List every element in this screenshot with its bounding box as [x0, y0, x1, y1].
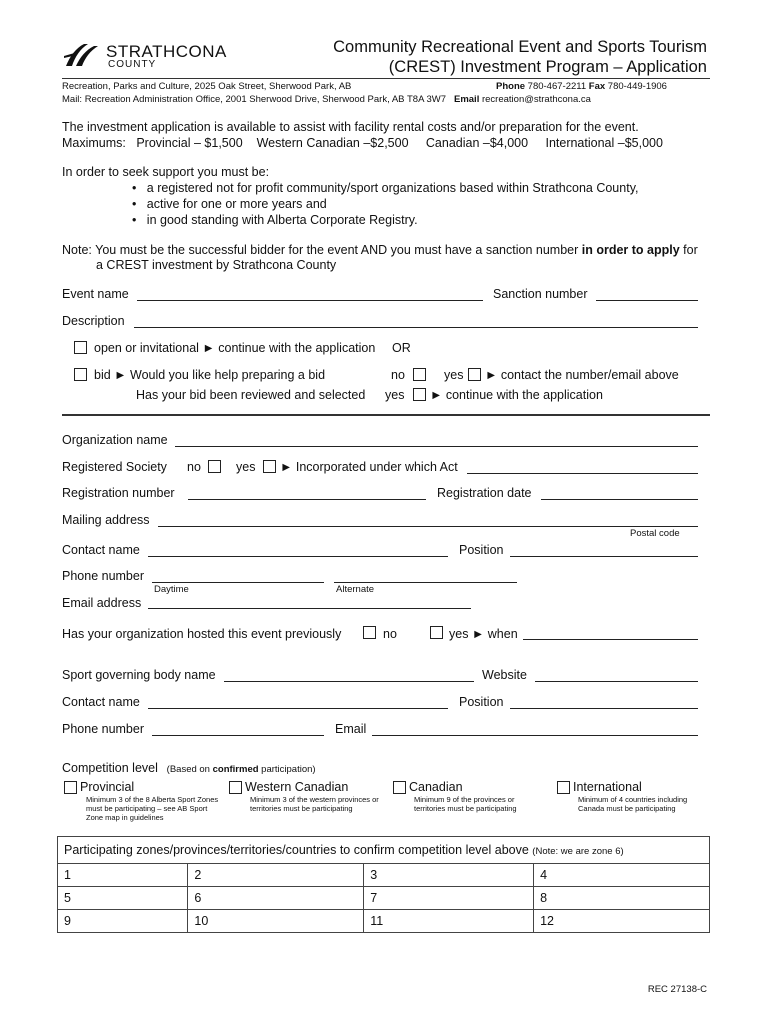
section-divider [62, 414, 710, 416]
reviewed-yes-checkbox[interactable] [413, 388, 426, 401]
sanction-label: Sanction number [493, 287, 588, 301]
open-checkbox[interactable] [74, 341, 87, 354]
sanction-field[interactable] [596, 300, 698, 301]
postal-code-label: Postal code [630, 528, 680, 539]
org-position-field[interactable] [510, 556, 698, 557]
logo-mark-icon [62, 42, 102, 68]
gov-phone-field[interactable] [152, 735, 324, 736]
society-yes-label: yes [236, 460, 256, 474]
table-row [58, 910, 710, 933]
note-bold: in order to apply [581, 243, 680, 257]
registration-date-label: Registration date [437, 486, 532, 500]
table-row [58, 887, 710, 910]
registered-society-label: Registered Society [62, 460, 167, 474]
mailing-address-field[interactable] [158, 526, 698, 527]
org-contact-name-field[interactable] [148, 556, 448, 557]
zones-header-note: (Note: we are zone 6) [532, 846, 624, 857]
help-yes-checkbox[interactable] [468, 368, 481, 381]
mailing-address-label: Mailing address [62, 513, 150, 527]
zone-cell[interactable]: 4 [534, 864, 710, 887]
zone-cell[interactable]: 1 [58, 864, 188, 887]
org-phone-alternate-field[interactable] [334, 582, 517, 583]
competition-note-post: participation) [258, 764, 316, 775]
maximums-row [62, 136, 663, 150]
level-canadian-label: Canadian [409, 780, 463, 794]
website-field[interactable] [535, 681, 698, 682]
level-provincial-checkbox[interactable] [64, 781, 77, 794]
zone-cell[interactable]: 12 [534, 910, 710, 933]
bullet-3-text: in good standing with Alberta Corporate Registry. [146, 213, 418, 227]
event-name-label: Event name [62, 287, 129, 301]
hosted-no-label: no [383, 627, 397, 641]
zones-table-header-row [58, 837, 710, 864]
gov-contact-name-label: Contact name [62, 695, 140, 709]
logo-text-strathcona: STRATHCONA [106, 42, 227, 61]
registration-number-field[interactable] [188, 499, 426, 500]
bullet-1: • a registered not for profit community/sport organizations based within Strathcona County, [132, 181, 639, 195]
description-field[interactable] [134, 327, 698, 328]
level-provincial-desc: Minimum 3 of the 8 Alberta Sport Zones must be participating – see AB Sport Zone map in guidelines [86, 795, 219, 822]
max-international: International –$5,000 [545, 136, 663, 150]
or-label: OR [392, 341, 411, 355]
zone-cell[interactable]: 9 [58, 910, 188, 933]
email-value: recreation@strathcona.ca [481, 94, 591, 105]
note-text: Note: You must be the successful bidder for the event AND you must have a sanction number [62, 243, 582, 257]
level-western-checkbox[interactable] [229, 781, 242, 794]
zone-cell[interactable]: 11 [364, 910, 534, 933]
help-no-label: no [391, 368, 405, 382]
hosted-label: Has your organization hosted this event previously [62, 627, 342, 641]
form-title-line1: Community Recreational Event and Sports Tourism [333, 38, 707, 56]
help-yes-label: yes [444, 368, 464, 382]
bullet-3: • in good standing with Alberta Corporate Registry. [132, 213, 418, 227]
daytime-label: Daytime [154, 584, 189, 595]
bid-checkbox[interactable] [74, 368, 87, 381]
org-position-label: Position [459, 543, 504, 557]
address-line2 [62, 94, 591, 105]
level-provincial-label: Provincial [80, 780, 135, 794]
incorporated-label: ► Incorporated under which Act [280, 460, 458, 474]
gov-contact-name-field[interactable] [148, 708, 448, 709]
maximums-label: Maximums: [62, 136, 126, 150]
zone-cell[interactable]: 8 [534, 887, 710, 910]
hosted-when-field[interactable] [523, 639, 698, 640]
org-phone-label: Phone number [62, 569, 145, 583]
phone-fax [496, 81, 667, 92]
zones-header-text: Participating zones/provinces/territories/countries to confirm competition level above [64, 843, 529, 857]
zone-cell[interactable]: 5 [58, 887, 188, 910]
continue-label: ► continue with the application [430, 388, 603, 402]
competition-note-pre: (Based on [166, 764, 213, 775]
level-international-desc: Minimum of 4 countries including Canada must be participating [578, 795, 688, 813]
governing-name-label: Sport governing body name [62, 668, 216, 682]
email-label: Email [453, 94, 480, 105]
org-contact-name-label: Contact name [62, 543, 140, 557]
level-western-label: Western Canadian [245, 780, 349, 794]
bid-label: bid ► Would you like help preparing a bid [94, 368, 326, 382]
level-western-desc: Minimum 3 of the western provinces or territories must be participating [250, 795, 379, 813]
hosted-yes-label: yes ► when [449, 627, 518, 641]
phone-label: Phone [496, 81, 526, 92]
bullet-2-text: active for one or more years and [146, 197, 327, 211]
note-line2: a CREST investment by Strathcona County [96, 258, 337, 272]
level-canadian-desc: Minimum 9 of the provinces or territories must be participating [414, 795, 517, 813]
gov-email-field[interactable] [372, 735, 698, 736]
registration-date-field[interactable] [541, 499, 698, 500]
max-canadian: Canadian –$4,000 [425, 136, 529, 150]
address-line1: Recreation, Parks and Culture, 2025 Oak Street, Sherwood Park, AB [62, 81, 352, 92]
hosted-yes-checkbox[interactable] [430, 626, 443, 639]
gov-phone-label: Phone number [62, 722, 145, 736]
hosted-no-checkbox[interactable] [363, 626, 376, 639]
contact-above-label: ► contact the number/email above [485, 368, 679, 382]
reviewed-yes-label: yes [385, 388, 405, 402]
header-rule [62, 78, 710, 79]
reviewed-label: Has your bid been reviewed and selected [136, 388, 366, 402]
form-code: REC 27138-C [647, 984, 707, 995]
logo-text-county: COUNTY [108, 59, 157, 70]
form-title-line2: (CREST) Investment Program – Application [388, 58, 707, 76]
zones-table-header [58, 837, 710, 864]
bullet-2: • active for one or more years and [132, 197, 327, 211]
zone-cell[interactable]: 6 [188, 887, 364, 910]
level-international-label: International [573, 780, 642, 794]
max-western: Western Canadian –$2,500 [256, 136, 409, 150]
open-label: open or invitational ► continue with the application [94, 341, 376, 355]
note-line1 [62, 243, 698, 257]
society-yes-checkbox[interactable] [263, 460, 276, 473]
level-canadian-checkbox[interactable] [393, 781, 406, 794]
gov-position-label: Position [459, 695, 504, 709]
note-text-end: for [679, 243, 698, 257]
org-email-field[interactable] [148, 608, 471, 609]
zones-table [57, 836, 710, 933]
competition-note [161, 764, 315, 775]
bullet-1-text: a registered not for profit community/sport organizations based within Strathcona County, [146, 181, 639, 195]
eligibility-lead: In order to seek support you must be: [62, 165, 270, 179]
gov-email-label: Email [335, 722, 367, 736]
help-no-checkbox[interactable] [413, 368, 426, 381]
fax-label: Fax [588, 81, 606, 92]
competition-label: Competition level [62, 761, 158, 775]
org-name-field[interactable] [175, 446, 698, 447]
level-international-checkbox[interactable] [557, 781, 570, 794]
intro-line: The investment application is available to assist with facility rental costs and/or preparation for the event. [62, 120, 639, 134]
incorporated-act-field[interactable] [467, 473, 698, 474]
description-label: Description [62, 314, 125, 328]
alternate-label: Alternate [336, 584, 375, 595]
phone-value: 780-467-2211 [527, 81, 587, 92]
max-provincial: Provincial – $1,500 [136, 136, 243, 150]
gov-position-field[interactable] [510, 708, 698, 709]
mail-address: Mail: Recreation Administration Office, 2001 Sherwood Drive, Sherwood Park, AB T8A 3W7 [62, 94, 447, 105]
org-name-label: Organization name [62, 433, 168, 447]
zone-cell[interactable]: 7 [364, 887, 534, 910]
website-label: Website [482, 668, 527, 682]
zone-cell[interactable]: 2 [188, 864, 364, 887]
registration-number-label: Registration number [62, 486, 175, 500]
zone-cell[interactable]: 10 [188, 910, 364, 933]
governing-name-field[interactable] [224, 681, 474, 682]
zone-cell[interactable]: 3 [364, 864, 534, 887]
society-no-label: no [187, 460, 201, 474]
society-no-checkbox[interactable] [208, 460, 221, 473]
event-name-field[interactable] [137, 300, 483, 301]
fax-value: 780-449-1906 [607, 81, 667, 92]
competition-note-bold: confirmed [212, 764, 259, 775]
org-email-label: Email address [62, 596, 142, 610]
competition-label-row [62, 761, 316, 775]
org-phone-daytime-field[interactable] [152, 582, 324, 583]
table-row [58, 864, 710, 887]
